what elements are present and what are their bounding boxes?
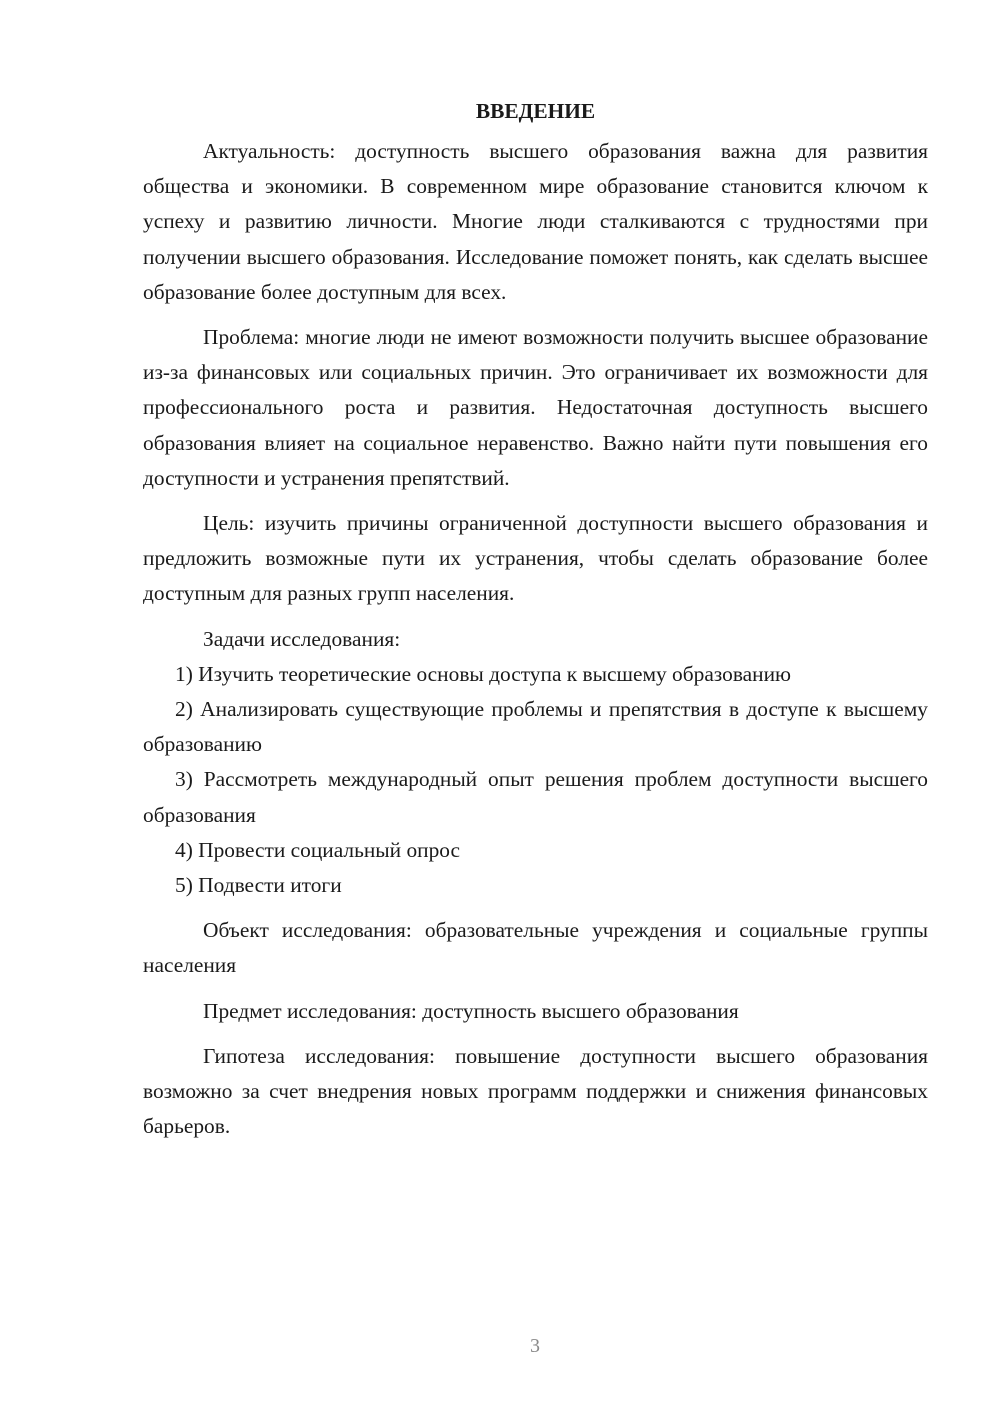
section-heading: ВВЕДЕНИЕ [475,99,596,123]
paragraph-relevance: Актуальность: доступность высшего образования важна для развития общества и экономики. В современном мире образование становится ключом к успеху и развитию личности. Многие люди сталкиваются с трудностями при получении высшего образования. Исследование поможет понять, как сделать высшее образование более доступным для всех. [143,139,928,304]
page-number: 3 [530,1335,540,1357]
task-item-2: 2) Анализировать существующие проблемы и препятствия в доступе к высшему образованию [143,697,928,757]
tasks-title: Задачи исследования: [203,626,401,651]
paragraph-subject: Предмет исследования: доступность высшего образования [203,998,739,1023]
document-page [143,88,928,1144]
paragraph-goal: Цель: изучить причины ограниченной доступности высшего образования и предложить возможные пути их устранения, чтобы сделать образование более доступным для разных групп населения. [143,511,928,606]
paragraph-object: Объект исследования: образовательные учреждения и социальные группы населения [143,918,928,978]
task-item-1: 1) Изучить теоретические основы доступа к высшему образованию [175,661,792,686]
task-item-3: 3) Рассмотреть международный опыт решения проблем доступности высшего образования [143,767,928,827]
task-item-4: 4) Провести социальный опрос [175,837,461,862]
task-item-5: 5) Подвести итоги [175,873,342,898]
paragraph-hypothesis: Гипотеза исследования: повышение доступности высшего образования возможно за счет внедрения новых программ поддержки и снижения финансовых барьеров. [143,1043,928,1139]
paragraph-problem: Проблема: многие люди не имеют возможности получить высшее образование из-за финансовых или социальных причин. Это ограничивает их возможности для профессионального роста и развития. Недостаточная доступность высшего образования влияет на социальное неравенство. Важно найти пути повышения его доступности и устранения препятствий. [143,325,928,490]
